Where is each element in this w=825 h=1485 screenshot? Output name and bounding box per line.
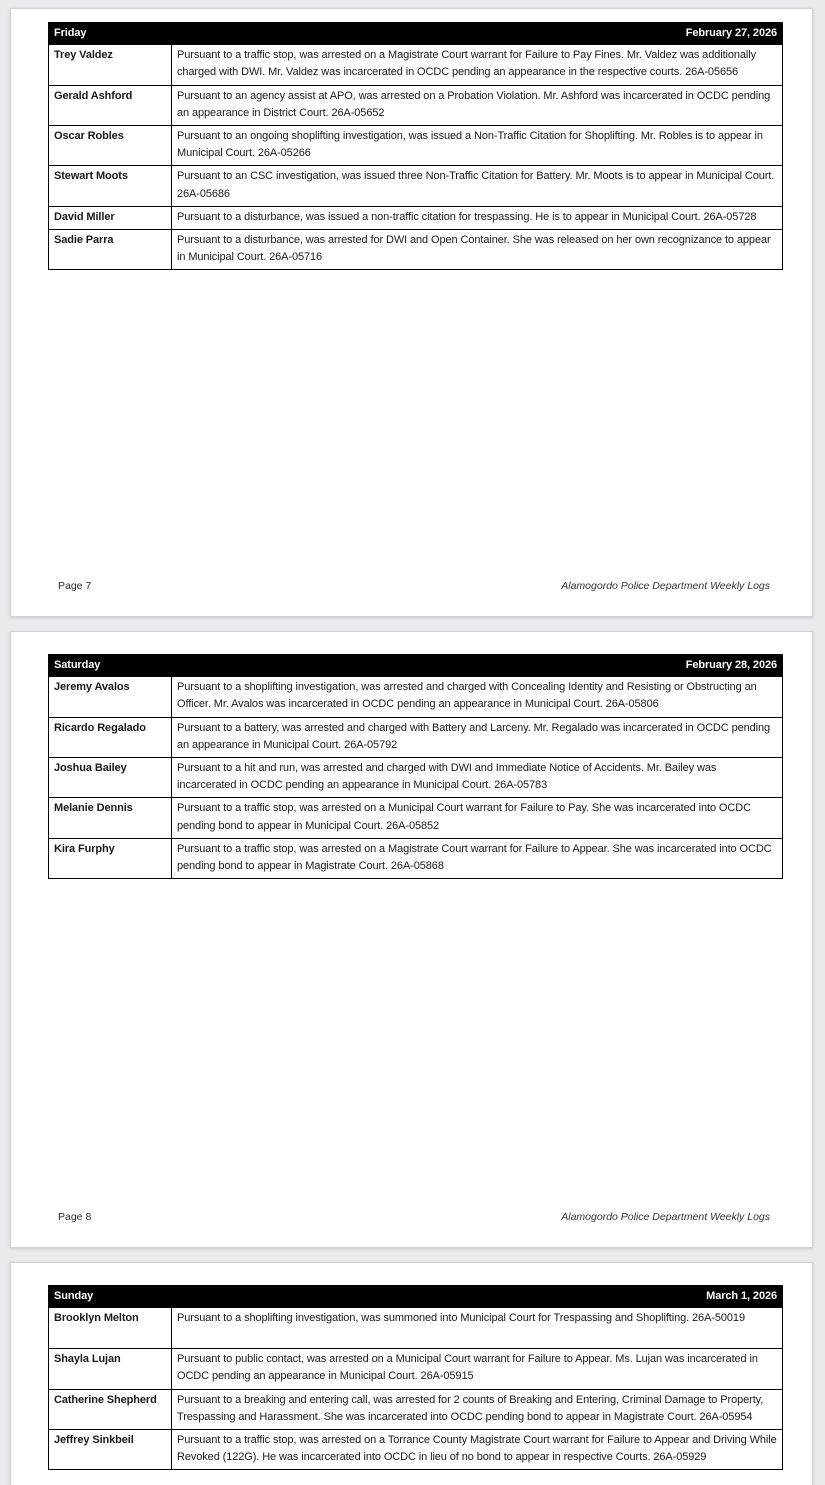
entry-description: Pursuant to a traffic stop, was arrested on a Torrance County Magistrate Court warrant for Failure to Appear and Driving While Revoked (122G). He was incarcerated into OCDC in lieu of no bond to appear in respective Courts. 26A-05929 xyxy=(172,1430,783,1470)
entry-description: Pursuant to a battery, was arrested and charged with Battery and Larceny. Mr. Regalado was incarcerated in OCDC pending an appearance in Municipal Court. 26A-05792 xyxy=(172,717,783,757)
log-entry-row xyxy=(49,206,783,229)
page-footer xyxy=(58,1211,770,1223)
entry-description: Pursuant to a breaking and entering call, was arrested for 2 counts of Breaking and Entering, Criminal Damage to Property, Trespassing and Harassment. She was incarcerated into OCDC pending bond to appear in Magistrate Court. 26A-05954 xyxy=(172,1389,783,1429)
log-entry-row xyxy=(49,717,783,757)
footer-document-title: Alamogordo Police Department Weekly Logs xyxy=(561,1211,770,1223)
day-header: Sunday xyxy=(49,1286,172,1308)
date-header: March 1, 2026 xyxy=(172,1286,783,1308)
entry-description: Pursuant to public contact, was arrested on a Municipal Court warrant for Failure to Appear. Ms. Lujan was incarcerated in OCDC pending an appearance in Municipal Court. 26A-05915 xyxy=(172,1349,783,1389)
document-page xyxy=(10,8,813,617)
person-name: Sadie Parra xyxy=(49,230,172,270)
person-name: Kira Furphy xyxy=(49,838,172,878)
person-name: Trey Valdez xyxy=(49,45,172,85)
log-entry-row xyxy=(49,1308,783,1349)
entry-description: Pursuant to an ongoing shoplifting investigation, was issued a Non-Traffic Citation for Shoplifting. Mr. Robles is to appear in Municipal Court. 26A-05266 xyxy=(172,126,783,166)
person-name: Oscar Robles xyxy=(49,126,172,166)
document-page xyxy=(10,1262,813,1485)
entry-description: Pursuant to a traffic stop, was arrested on a Magistrate Court warrant for Failure to Appear. She was incarcerated into OCDC pending bond to appear in Magistrate Court. 26A-05868 xyxy=(172,838,783,878)
log-entry-row xyxy=(49,45,783,85)
log-entry-row xyxy=(49,1430,783,1470)
footer-document-title: Alamogordo Police Department Weekly Logs xyxy=(561,580,770,592)
person-name: Catherine Shepherd xyxy=(49,1389,172,1429)
table-header-row xyxy=(49,1286,783,1308)
person-name: Brooklyn Melton xyxy=(49,1308,172,1349)
person-name: Ricardo Regalado xyxy=(49,717,172,757)
person-name: Jeffrey Sinkbeil xyxy=(49,1430,172,1470)
entry-description: Pursuant to a traffic stop, was arrested on a Magistrate Court warrant for Failure to Pay Fines. Mr. Valdez was additionally charged with DWI. Mr. Valdez was incarcerated in OCDC pending an appearance in the respective courts. 26A-05656 xyxy=(172,45,783,85)
document-page xyxy=(10,631,813,1248)
entry-description: Pursuant to a shoplifting investigation, was summoned into Municipal Court for Trespassing and Shoplifting. 26A-50019 xyxy=(172,1308,783,1349)
log-entry-row xyxy=(49,230,783,270)
entry-description: Pursuant to a shoplifting investigation, was arrested and charged with Concealing Identity and Resisting or Obstructing an Officer. Mr. Avalos was incarcerated in OCDC pending an appearance in Municipal Court. 26A-05806 xyxy=(172,677,783,717)
person-name: David Miller xyxy=(49,206,172,229)
person-name: Shayla Lujan xyxy=(49,1349,172,1389)
date-header: February 28, 2026 xyxy=(172,655,783,677)
person-name: Jeremy Avalos xyxy=(49,677,172,717)
entry-description: Pursuant to a traffic stop, was arrested on a Municipal Court warrant for Failure to Pay. She was incarcerated into OCDC pending bond to appear in Municipal Court. 26A-05852 xyxy=(172,798,783,838)
log-entry-row xyxy=(49,798,783,838)
day-header: Saturday xyxy=(49,655,172,677)
person-name: Joshua Bailey xyxy=(49,758,172,798)
log-entry-row xyxy=(49,126,783,166)
entry-description: Pursuant to a disturbance, was issued a non-traffic citation for trespassing. He is to appear in Municipal Court. 26A-05728 xyxy=(172,206,783,229)
person-name: Stewart Moots xyxy=(49,166,172,206)
log-entry-row xyxy=(49,1349,783,1389)
log-entry-row xyxy=(49,85,783,125)
daily-log-table xyxy=(48,22,783,270)
daily-log-table xyxy=(48,654,783,879)
entry-description: Pursuant to a disturbance, was arrested for DWI and Open Container. She was released on her own recognizance to appear in Municipal Court. 26A-05716 xyxy=(172,230,783,270)
date-header: February 27, 2026 xyxy=(172,23,783,45)
table-header-row xyxy=(49,23,783,45)
log-entry-row xyxy=(49,677,783,717)
daily-log-table xyxy=(48,1285,783,1470)
table-header-row xyxy=(49,655,783,677)
log-entry-row xyxy=(49,166,783,206)
day-header: Friday xyxy=(49,23,172,45)
log-entry-row xyxy=(49,758,783,798)
log-entry-row xyxy=(49,1389,783,1429)
page-number: Page 7 xyxy=(58,580,92,592)
entry-description: Pursuant to a hit and run, was arrested and charged with DWI and Immediate Notice of Accidents. Mr. Bailey was incarcerated in OCDC pending an appearance in Municipal Court. 26A-05783 xyxy=(172,758,783,798)
page-number: Page 8 xyxy=(58,1211,92,1223)
person-name: Melanie Dennis xyxy=(49,798,172,838)
entry-description: Pursuant to an CSC investigation, was issued three Non-Traffic Citation for Battery. Mr. Moots is to appear in Municipal Court. 26A-05686 xyxy=(172,166,783,206)
person-name: Gerald Ashford xyxy=(49,85,172,125)
page-footer xyxy=(58,580,770,592)
entry-description: Pursuant to an agency assist at APO, was arrested on a Probation Violation. Mr. Ashford was incarcerated in OCDC pending an appearance in District Court. 26A-05652 xyxy=(172,85,783,125)
log-entry-row xyxy=(49,838,783,878)
